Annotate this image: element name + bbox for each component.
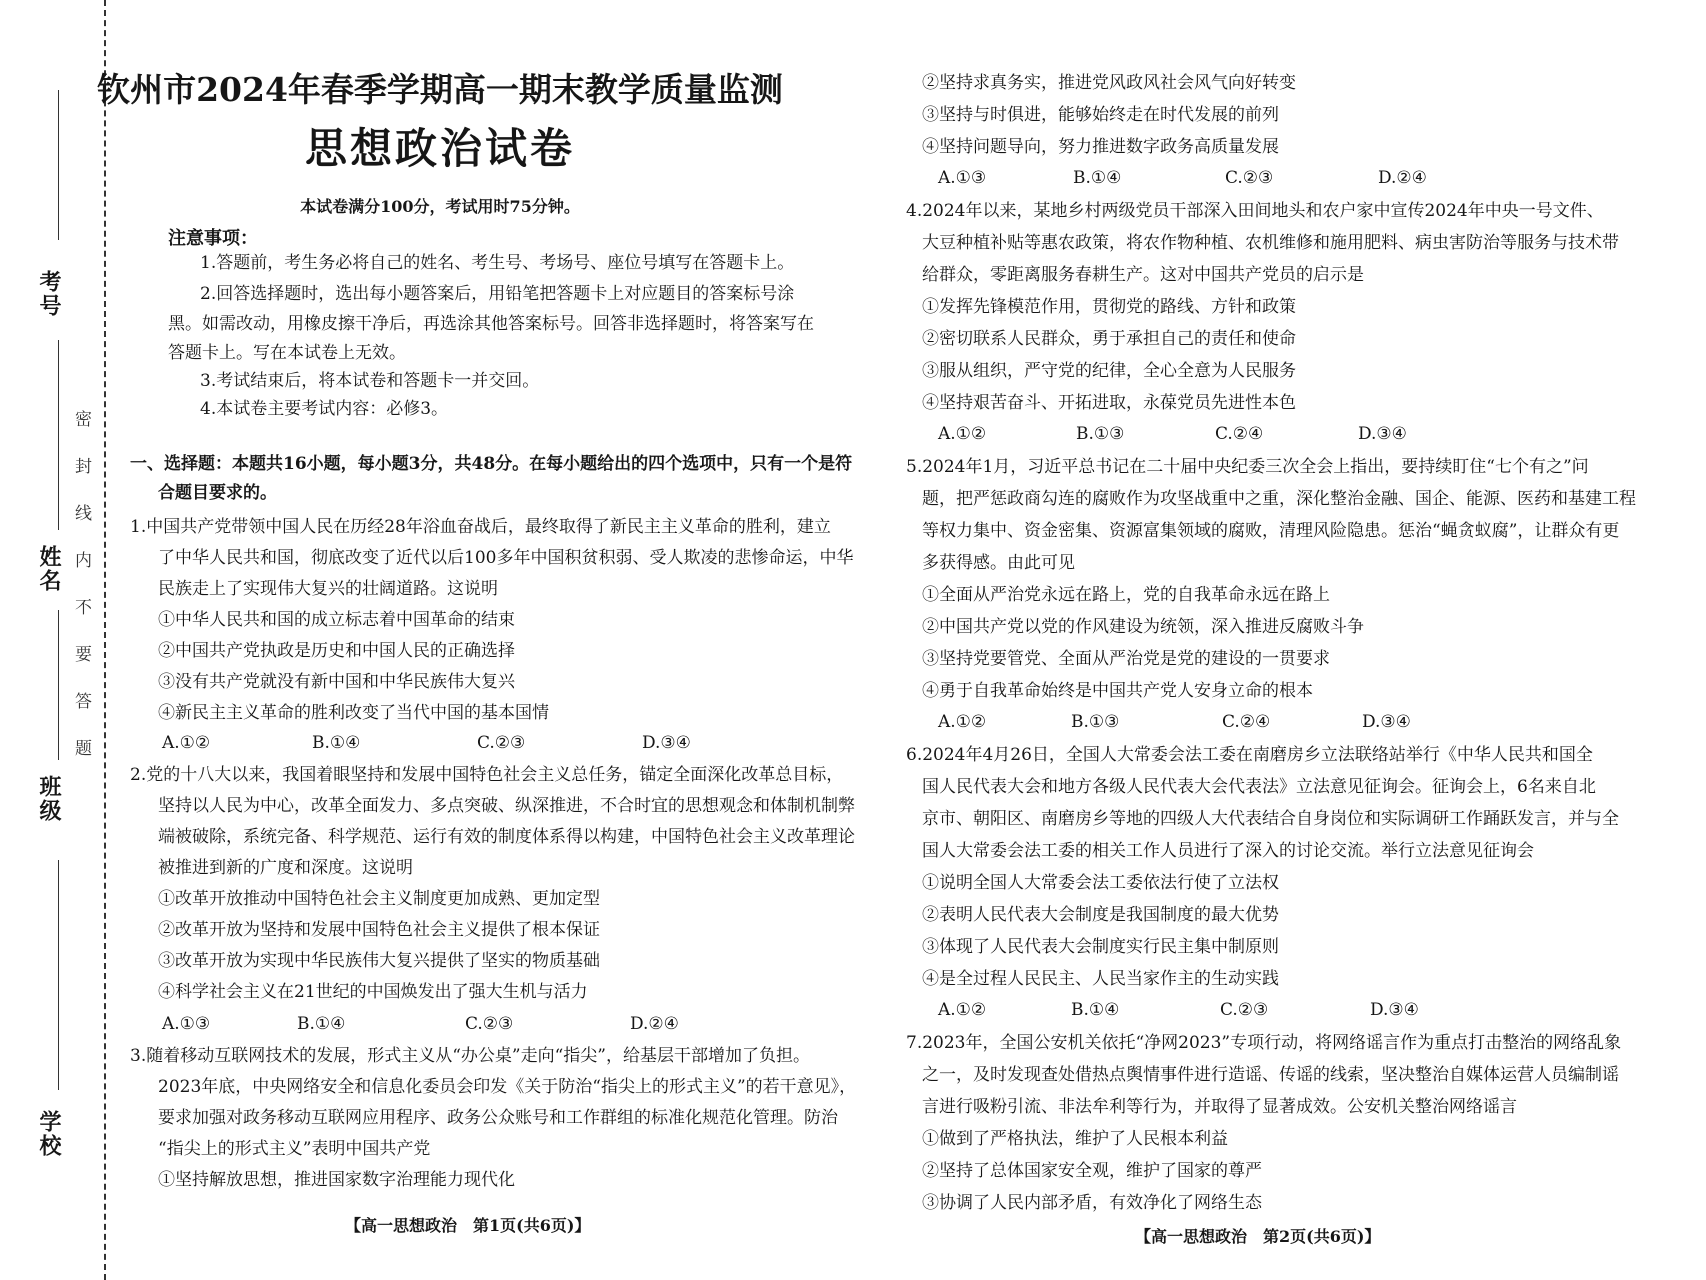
option-d[interactable]: D.③④ <box>1362 712 1411 732</box>
q3-stem: 2023年底，中央网络安全和信息化委员会印发《关于防治“指尖上的形式主义”的若干意见》， <box>158 1077 857 1097</box>
q1-stem: 了中华人民共和国，彻底改变了近代以后100多年中国积贫积弱、受人欺凌的悲惨命运，中华 <box>158 548 854 568</box>
q3-statement: ④坚持问题导向，努力推进数字政务高质量发展 <box>922 137 1279 157</box>
subject-title: 思想政治试卷 <box>304 124 575 173</box>
page-footer-left: 【高一思想政治 第1页(共6页)】 <box>345 1216 591 1235</box>
q6-stem: 国人大常委会法工委的相关工作人员进行了深入的讨论交流。举行立法意见征询会 <box>922 841 1534 861</box>
q5-stem: 等权力集中、资金密集、资源富集领域的腐败，清理风险隐患。惩治“蝇贪蚁腐”，让群众有更 <box>922 521 1620 541</box>
q1-statement: ②中国共产党执政是历史和中国人民的正确选择 <box>158 641 515 661</box>
school-label: 学校 <box>36 1110 62 1158</box>
name-blank <box>58 340 59 530</box>
q1-statement: ①中华人民共和国的成立标志着中国革命的结束 <box>158 610 515 630</box>
q2-statement: ④科学社会主义在21世纪的中国焕发出了强大生机与活力 <box>158 982 588 1002</box>
q3-options <box>938 168 1427 188</box>
q2-stem: 坚持以人民为中心，改革全面发力、多点突破、纵深推进，不合时宜的思想观念和体制机制弊 <box>158 796 855 816</box>
q4-stem: 大豆种植补贴等惠农政策，将农作物种植、农机维修和施用肥料、病虫害防治等服务与技术带 <box>922 233 1619 253</box>
option-c[interactable]: C.②④ <box>1215 424 1264 444</box>
option-b[interactable]: B.①③ <box>1071 712 1120 732</box>
q2-statement: ②改革开放为坚持和发展中国特色社会主义提供了根本保证 <box>158 920 600 940</box>
q6-statement: ③体现了人民代表大会制度实行民主集中制原则 <box>922 937 1279 957</box>
q7-statement: ③协调了人民内部矛盾，有效净化了网络生态 <box>922 1193 1262 1213</box>
q2-statement: ①改革开放推动中国特色社会主义制度更加成熟、更加定型 <box>158 889 600 909</box>
option-a[interactable]: A.①③ <box>162 1014 211 1034</box>
note-line: 答题卡上。写在本试卷上无效。 <box>168 343 406 363</box>
note-line: 1.答题前，考生务必将自己的姓名、考生号、考场号、座位号填写在答题卡上。 <box>200 253 795 273</box>
q2-stem: 端被破除，系统完备、科学规范、运行有效的制度体系得以构建，中国特色社会主义改革理论 <box>158 827 855 847</box>
note-line: 黑。如需改动，用橡皮擦干净后，再选涂其他答案标号。回答非选择题时，将答案写在 <box>168 314 814 334</box>
page-footer-right: 【高一思想政治 第2页(共6页)】 <box>1135 1227 1381 1246</box>
school-blank <box>58 860 59 1090</box>
q7-stem: 言进行吸粉引流、非法牟利等行为，并取得了显著成效。公安机关整治网络谣言 <box>922 1097 1517 1117</box>
q2-options <box>162 1014 679 1034</box>
q4-statement: ③服从组织，严守党的纪律，全心全意为人民服务 <box>922 361 1296 381</box>
q5-statement: ④勇于自我革命始终是中国共产党人安身立命的根本 <box>922 681 1313 701</box>
option-b[interactable]: B.①④ <box>1071 1000 1120 1020</box>
option-d[interactable]: D.③④ <box>642 733 691 753</box>
q7-statement: ②坚持了总体国家安全观，维护了国家的尊严 <box>922 1161 1262 1181</box>
q5-stem: 题，把严惩政商勾连的腐败作为攻坚战重中之重，深化整治金融、国企、能源、医药和基建工程 <box>922 489 1636 509</box>
q5-options <box>938 712 1411 732</box>
q4-options <box>938 424 1407 444</box>
name-label: 姓名 <box>36 545 62 593</box>
fold-line <box>104 0 106 1280</box>
q4-stem: 给群众，零距离服务春耕生产。这对中国共产党员的启示是 <box>922 265 1364 285</box>
note-line: 3.考试结束后，将本试卷和答题卡一并交回。 <box>200 371 540 391</box>
q2-stem: 被推进到新的广度和深度。这说明 <box>158 858 413 878</box>
option-d[interactable]: D.③④ <box>1358 424 1407 444</box>
q7-stem: 7.2023年，全国公安机关依托“净网2023”专项行动，将网络谣言作为重点打击整治的网络乱象 <box>906 1033 1622 1053</box>
section-heading: 一、选择题：本题共16小题，每小题3分，共48分。在每小题给出的四个选项中，只有一个是符 <box>130 454 853 474</box>
q3-statement: ③坚持与时俱进，能够始终走在时代发展的前列 <box>922 105 1279 125</box>
class-label: 班级 <box>36 775 62 823</box>
exam-number-label: 考号 <box>36 270 62 318</box>
q7-stem: 之一，及时发现查处借热点舆情事件进行造谣、传谣的线索，坚决整治自媒体运营人员编制谣 <box>922 1065 1619 1085</box>
notes-heading: 注意事项： <box>168 228 258 249</box>
q4-statement: ②密切联系人民群众，勇于承担自己的责任和使命 <box>922 329 1296 349</box>
option-b[interactable]: B.①④ <box>1073 168 1122 188</box>
q6-options <box>938 1000 1419 1020</box>
option-c[interactable]: C.②③ <box>477 733 526 753</box>
q6-stem: 6.2024年4月26日，全国人大常委会法工委在南磨房乡立法联络站举行《中华人民共和国全 <box>906 745 1593 765</box>
option-a[interactable]: A.①② <box>938 1000 987 1020</box>
q3-stem: 3.随着移动互联网技术的发展，形式主义从“办公桌”走向“指尖”，给基层干部增加了负担。 <box>130 1046 810 1066</box>
q5-stem: 5.2024年1月，习近平总书记在二十届中央纪委三次全会上指出，要持续盯住“七个有之”问 <box>906 457 1589 477</box>
option-b[interactable]: B.①③ <box>1076 424 1125 444</box>
q4-statement: ④坚持艰苦奋斗、开拓进取，永葆党员先进性本色 <box>922 393 1296 413</box>
q6-statement: ②表明人民代表大会制度是我国制度的最大优势 <box>922 905 1279 925</box>
q1-statement: ③没有共产党就没有新中国和中华民族伟大复兴 <box>158 672 515 692</box>
q5-statement: ③坚持党要管党、全面从严治党是党的建设的一贯要求 <box>922 649 1330 669</box>
option-c[interactable]: C.②③ <box>1220 1000 1269 1020</box>
q1-statement: ④新民主主义革命的胜利改变了当代中国的基本国情 <box>158 703 549 723</box>
option-d[interactable]: D.②④ <box>1378 168 1427 188</box>
q5-statement: ①全面从严治党永远在路上，党的自我革命永远在路上 <box>922 585 1330 605</box>
option-a[interactable]: A.①② <box>162 733 211 753</box>
q6-stem: 京市、朝阳区、南磨房乡等地的四级人大代表结合自身岗位和实际调研工作踊跃发言，并与全 <box>922 809 1619 829</box>
q6-stem: 国人民代表大会和地方各级人民代表大会代表法》立法意见征询会。征询会上，6名来自北 <box>922 777 1596 797</box>
q7-statement: ①做到了严格执法，维护了人民根本利益 <box>922 1129 1228 1149</box>
q3-statement: ②坚持求真务实，推进党风政风社会风气向好转变 <box>922 73 1296 93</box>
option-a[interactable]: A.①② <box>938 712 987 732</box>
q4-stem: 4.2024年以来，某地乡村两级党员干部深入田间地头和农户家中宣传2024年中央一号文件、 <box>906 201 1604 221</box>
option-c[interactable]: C.②④ <box>1222 712 1271 732</box>
q2-statement: ③改革开放为实现中华民族伟大复兴提供了坚实的物质基础 <box>158 951 600 971</box>
section-heading-cont: 合题目要求的。 <box>158 483 277 503</box>
q4-statement: ①发挥先锋模范作用，贯彻党的路线、方针和政策 <box>922 297 1296 317</box>
q6-statement: ①说明全国人大常委会法工委依法行使了立法权 <box>922 873 1279 893</box>
q2-stem: 2.党的十八大以来，我国着眼坚持和发展中国特色社会主义总任务，锚定全面深化改革总目标， <box>130 765 844 785</box>
q3-statement: ①坚持解放思想，推进国家数字治理能力现代化 <box>158 1170 515 1190</box>
exam-title: 钦州市2024年春季学期高一期末教学质量监测 <box>97 70 783 109</box>
seal-warning: 密封线内不要答题 <box>71 410 91 786</box>
option-a[interactable]: A.①③ <box>938 168 987 188</box>
option-d[interactable]: D.③④ <box>1370 1000 1419 1020</box>
option-d[interactable]: D.②④ <box>630 1014 679 1034</box>
note-line: 4.本试卷主要考试内容：必修3。 <box>200 399 449 419</box>
q3-stem: “指尖上的形式主义”表明中国共产党 <box>158 1139 431 1159</box>
exam-meta: 本试卷满分100分，考试用时75分钟。 <box>300 197 580 216</box>
class-blank <box>58 610 59 760</box>
note-line: 2.回答选择题时，选出每小题答案后，用铅笔把答题卡上对应题目的答案标号涂 <box>200 284 795 304</box>
q3-stem: 要求加强对政务移动互联网应用程序、政务公众账号和工作群组的标准化规范化管理。防治 <box>158 1108 838 1128</box>
q5-statement: ②中国共产党以党的作风建设为统领，深入推进反腐败斗争 <box>922 617 1364 637</box>
option-b[interactable]: B.①④ <box>297 1014 346 1034</box>
option-a[interactable]: A.①② <box>938 424 987 444</box>
q1-options <box>162 733 691 753</box>
q1-stem: 1.中国共产党带领中国人民在历经28年浴血奋战后，最终取得了新民主主义革命的胜利，建立 <box>130 517 831 537</box>
option-c[interactable]: C.②③ <box>1225 168 1274 188</box>
q5-stem: 多获得感。由此可见 <box>922 553 1075 573</box>
q6-statement: ④是全过程人民民主、人民当家作主的生动实践 <box>922 969 1279 989</box>
option-b[interactable]: B.①④ <box>312 733 361 753</box>
q1-stem: 民族走上了实现伟大复兴的壮阔道路。这说明 <box>158 579 498 599</box>
option-c[interactable]: C.②③ <box>465 1014 514 1034</box>
